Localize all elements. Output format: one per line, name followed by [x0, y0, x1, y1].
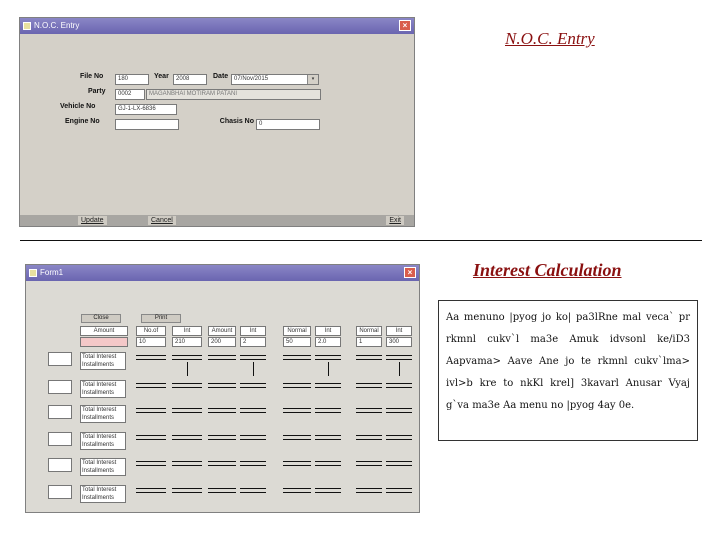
row-line — [386, 465, 412, 466]
party-name-field: MAGANBHAI MOTIRAM PATANI — [146, 89, 321, 100]
row-line — [315, 359, 341, 360]
section-divider — [20, 240, 702, 241]
row-line — [172, 461, 202, 462]
row-line — [386, 412, 412, 413]
row-line — [356, 488, 382, 489]
row-line — [208, 439, 236, 440]
row-line — [136, 355, 166, 356]
window-app-icon — [23, 22, 31, 30]
print-button[interactable]: Print — [141, 314, 181, 323]
row-line — [283, 461, 311, 462]
row-input-box[interactable] — [48, 405, 72, 419]
row-line — [172, 412, 202, 413]
row-label: Total Interest Installments — [80, 352, 126, 370]
column-header: Int — [386, 326, 412, 336]
value-cell[interactable]: 300 — [386, 337, 412, 347]
row-input-box[interactable] — [48, 458, 72, 472]
file-no-label: File No — [80, 73, 104, 80]
row-line — [283, 492, 311, 493]
row-line — [283, 383, 311, 384]
vehicle-no-label: Vehicle No — [60, 103, 96, 110]
row-line — [386, 488, 412, 489]
row-line — [315, 355, 341, 356]
row-line — [356, 439, 382, 440]
chasis-no-label: Chasis No — [219, 118, 254, 125]
value-cell[interactable]: 1 — [356, 337, 382, 347]
interest-window-title: Form1 — [40, 268, 64, 277]
interest-calculation-heading: Interest Calculation — [473, 260, 622, 280]
row-line — [386, 383, 412, 384]
chasis-no-field[interactable]: 0 — [256, 119, 320, 130]
row-line — [283, 488, 311, 489]
date-value: 07/Nov/2015 — [234, 76, 269, 82]
row-line — [315, 461, 341, 462]
row-line — [356, 435, 382, 436]
row-line — [240, 408, 266, 409]
row-label: Total Interest Installments — [80, 380, 126, 398]
column-header: Normal — [356, 326, 382, 336]
window-app-icon — [29, 269, 37, 277]
row-line — [356, 408, 382, 409]
column-header: Amount — [208, 326, 236, 336]
row-line — [208, 412, 236, 413]
party-label: Party — [88, 88, 106, 95]
row-line — [136, 359, 166, 360]
row-line — [315, 492, 341, 493]
row-tick — [253, 362, 254, 376]
row-input-box[interactable] — [48, 432, 72, 446]
row-line — [386, 435, 412, 436]
row-line — [240, 488, 266, 489]
interest-form-window — [25, 264, 420, 513]
row-line — [240, 355, 266, 356]
row-line — [356, 355, 382, 356]
row-label: Total Interest Installments — [80, 485, 126, 503]
row-line — [283, 355, 311, 356]
row-line — [283, 359, 311, 360]
row-tick — [328, 362, 329, 376]
row-line — [283, 435, 311, 436]
row-line — [172, 355, 202, 356]
row-input-box[interactable] — [48, 485, 72, 499]
row-line — [315, 387, 341, 388]
row-line — [208, 465, 236, 466]
row-line — [136, 461, 166, 462]
close-icon[interactable]: × — [399, 20, 411, 31]
interest-window-titlebar[interactable] — [26, 265, 419, 281]
row-line — [356, 412, 382, 413]
noc-entry-window — [19, 17, 415, 227]
row-line — [356, 387, 382, 388]
row-line — [240, 383, 266, 384]
exit-button[interactable]: Exit — [386, 216, 404, 225]
vehicle-no-field[interactable]: GJ-1-LX-6836 — [115, 104, 177, 115]
column-header: Int — [315, 326, 341, 336]
row-line — [172, 492, 202, 493]
row-line — [136, 465, 166, 466]
row-label: Total Interest Installments — [80, 432, 126, 450]
engine-no-label: Engine No — [65, 118, 100, 125]
row-line — [208, 488, 236, 489]
row-line — [240, 387, 266, 388]
row-line — [208, 435, 236, 436]
row-line — [386, 387, 412, 388]
row-line — [136, 383, 166, 384]
year-label: Year — [154, 73, 169, 80]
column-header: Normal — [283, 326, 311, 336]
row-line — [240, 439, 266, 440]
row-line — [136, 412, 166, 413]
row-line — [172, 387, 202, 388]
value-cell[interactable]: 200 — [208, 337, 236, 347]
row-line — [386, 359, 412, 360]
row-label: Total Interest Installments — [80, 405, 126, 423]
row-line — [208, 383, 236, 384]
value-cell[interactable]: 50 — [283, 337, 311, 347]
noc-window-title: N.O.C. Entry — [34, 21, 80, 30]
row-label: Total Interest Installments — [80, 458, 126, 476]
row-line — [283, 387, 311, 388]
row-line — [315, 435, 341, 436]
row-line — [136, 387, 166, 388]
update-button[interactable]: Update — [78, 216, 107, 225]
row-tick — [399, 362, 400, 376]
value-cell[interactable]: 210 — [172, 337, 202, 347]
row-tick — [187, 362, 188, 376]
amount-input[interactable] — [80, 337, 128, 347]
row-line — [315, 465, 341, 466]
column-header: No.of — [136, 326, 166, 336]
column-header: Int — [240, 326, 266, 336]
noc-window-titlebar[interactable] — [20, 18, 414, 34]
row-line — [315, 488, 341, 489]
row-input-box[interactable] — [48, 352, 72, 366]
row-line — [136, 492, 166, 493]
row-line — [315, 383, 341, 384]
row-line — [240, 492, 266, 493]
row-line — [283, 412, 311, 413]
row-line — [386, 439, 412, 440]
row-line — [208, 355, 236, 356]
row-line — [172, 439, 202, 440]
dropdown-arrow-icon[interactable]: ▾ — [307, 75, 318, 84]
file-no-field[interactable]: 180 — [115, 74, 149, 85]
column-header: Amount — [80, 326, 128, 336]
value-cell[interactable]: 10 — [136, 337, 166, 347]
row-line — [283, 465, 311, 466]
row-line — [240, 465, 266, 466]
row-line — [386, 408, 412, 409]
row-line — [356, 383, 382, 384]
row-line — [172, 408, 202, 409]
value-cell[interactable]: 2.0 — [315, 337, 341, 347]
column-header: Int — [172, 326, 202, 336]
row-line — [172, 435, 202, 436]
row-line — [283, 408, 311, 409]
row-line — [315, 408, 341, 409]
party-code-field[interactable]: 0002 — [115, 89, 145, 100]
row-line — [240, 412, 266, 413]
row-line — [315, 412, 341, 413]
row-line — [386, 461, 412, 462]
row-line — [172, 488, 202, 489]
row-line — [172, 383, 202, 384]
row-line — [172, 359, 202, 360]
close-icon[interactable]: × — [404, 267, 416, 278]
date-label: Date — [213, 73, 229, 80]
noc-button-bar — [20, 215, 414, 226]
row-line — [136, 408, 166, 409]
row-line — [315, 439, 341, 440]
year-field[interactable]: 2008 — [173, 74, 207, 85]
row-line — [240, 435, 266, 436]
row-line — [208, 408, 236, 409]
description-box: Aa menuno |pyog jo ko| pa3lRne mal veca` pr rkmnl cukv`l ma3e Amuk idvsonl ke/iD3 Aapvama> Aave Ane jo te rkmnl cukv`lma> ivl>b kre to nkKl krel] 3kavarl Anusar Vyaj g`va ma3e Aa menu no |pyog 4ay 0e. — [438, 300, 698, 441]
row-line — [356, 465, 382, 466]
row-line — [356, 492, 382, 493]
row-line — [208, 492, 236, 493]
engine-no-field[interactable] — [115, 119, 179, 130]
row-line — [240, 461, 266, 462]
value-cell[interactable]: 2 — [240, 337, 266, 347]
row-input-box[interactable] — [48, 380, 72, 394]
row-line — [136, 439, 166, 440]
row-line — [283, 439, 311, 440]
row-line — [240, 359, 266, 360]
row-line — [136, 435, 166, 436]
close-button[interactable]: Close — [81, 314, 121, 323]
row-line — [208, 387, 236, 388]
row-line — [136, 488, 166, 489]
date-field[interactable] — [231, 74, 319, 85]
row-line — [208, 461, 236, 462]
row-line — [386, 355, 412, 356]
row-line — [172, 465, 202, 466]
row-line — [386, 492, 412, 493]
row-line — [356, 359, 382, 360]
cancel-button[interactable]: Cancel — [148, 216, 176, 225]
row-line — [208, 359, 236, 360]
row-line — [356, 461, 382, 462]
noc-entry-heading: N.O.C. Entry — [505, 29, 595, 48]
